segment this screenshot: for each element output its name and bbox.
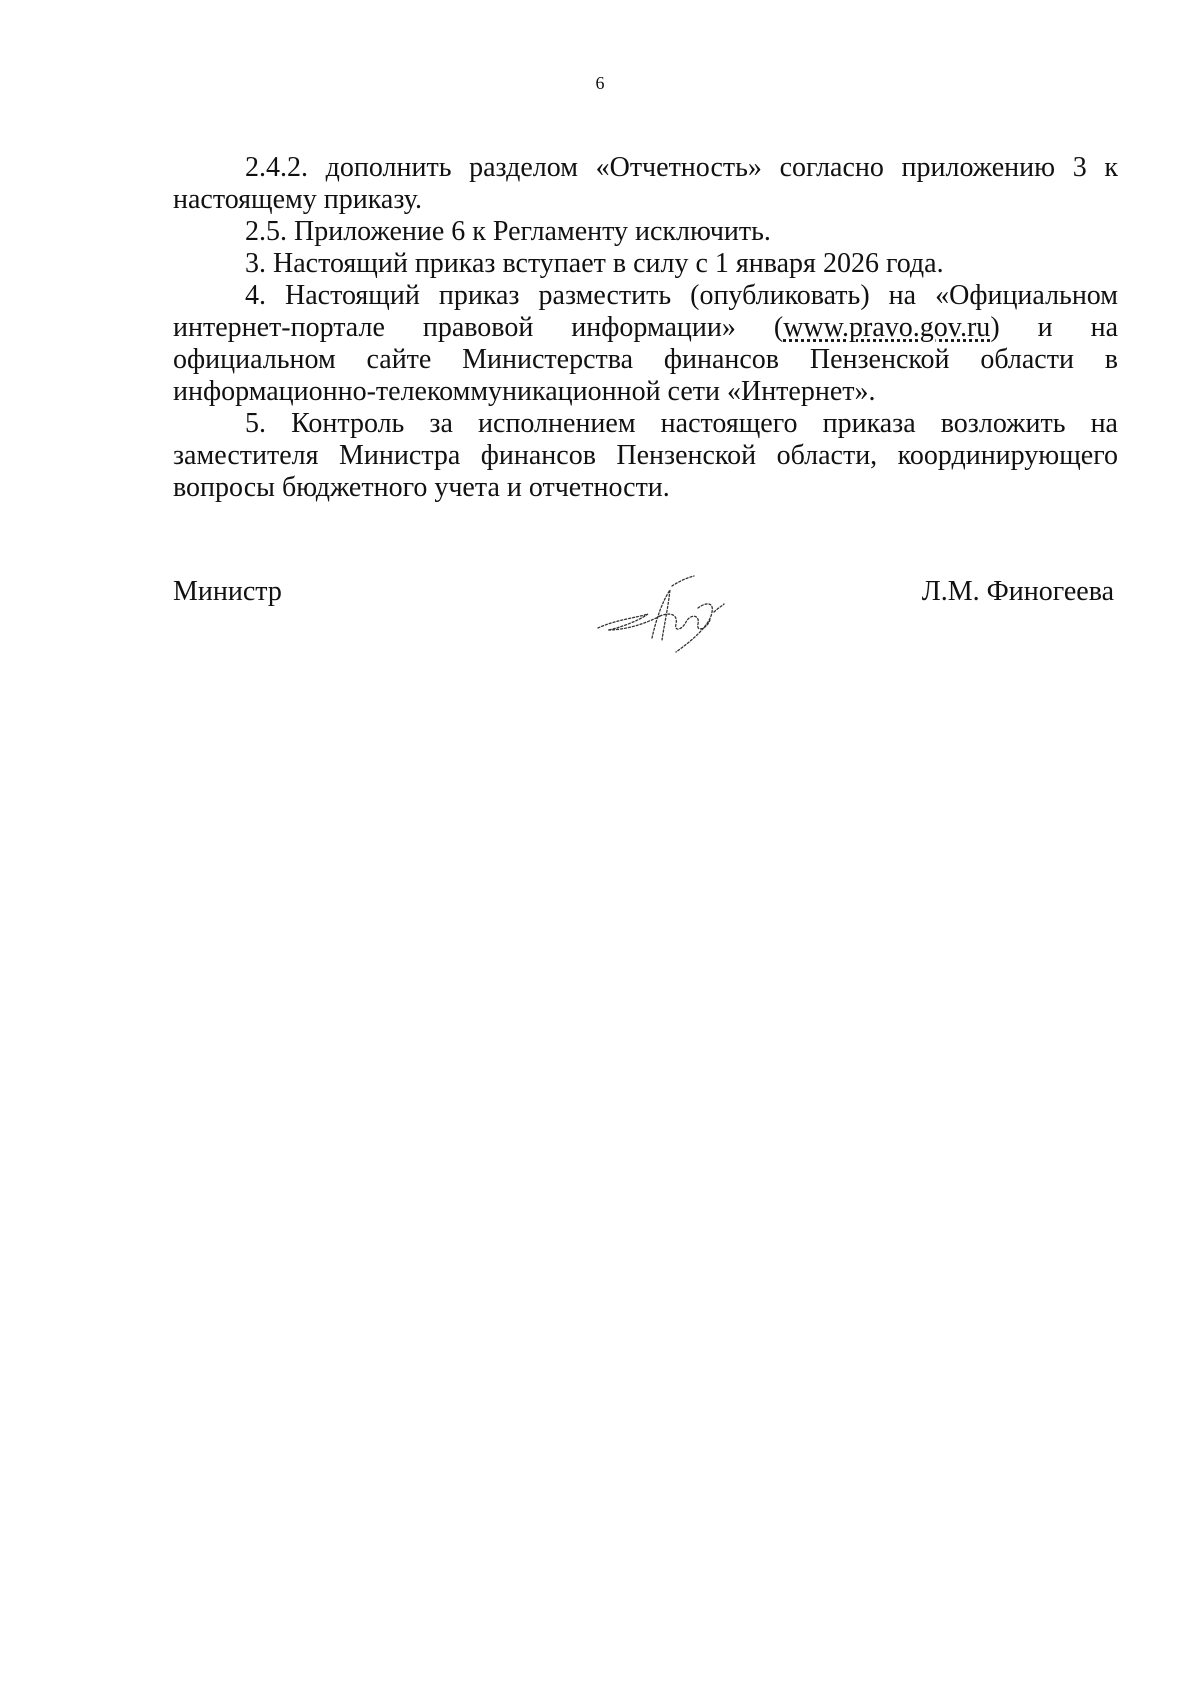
paragraph-4 (173, 280, 1118, 408)
paragraph-2-4-2: 2.4.2. дополнить разделом «Отчетность» согласно приложению 3 к настоящему приказу. (173, 152, 1118, 215)
paragraph-3: 3. Настоящий приказ вступает в силу с 1 января 2026 года. (245, 248, 944, 279)
pravo-gov-link[interactable]: www.pravo.gov.ru (783, 312, 991, 343)
page-number: 6 (595, 73, 605, 93)
document-body (173, 152, 1118, 504)
signatory-title: Министр (173, 576, 282, 607)
paragraph-5: 5. Контроль за исполнением настоящего приказа возложить на заместителя Министра финансов Пензенской области, координирующего вопросы бюджетного учета и отчетности. (173, 408, 1118, 503)
paragraph-4-text-end: ) и на официальном сайте Министерства финансов Пензенской области в информационно-телекоммуникационной сети «Интернет». (173, 312, 1118, 407)
handwritten-signature-icon (590, 568, 740, 658)
paragraph-2-5: 2.5. Приложение 6 к Регламенту исключить. (245, 216, 771, 247)
paragraph-4-text-start: 4. Настоящий приказ разместить (опубликовать) на «Официальном интернет-портале правовой информации» ( (173, 280, 1118, 343)
signatory-name: Л.М. Финогеева (921, 576, 1114, 607)
